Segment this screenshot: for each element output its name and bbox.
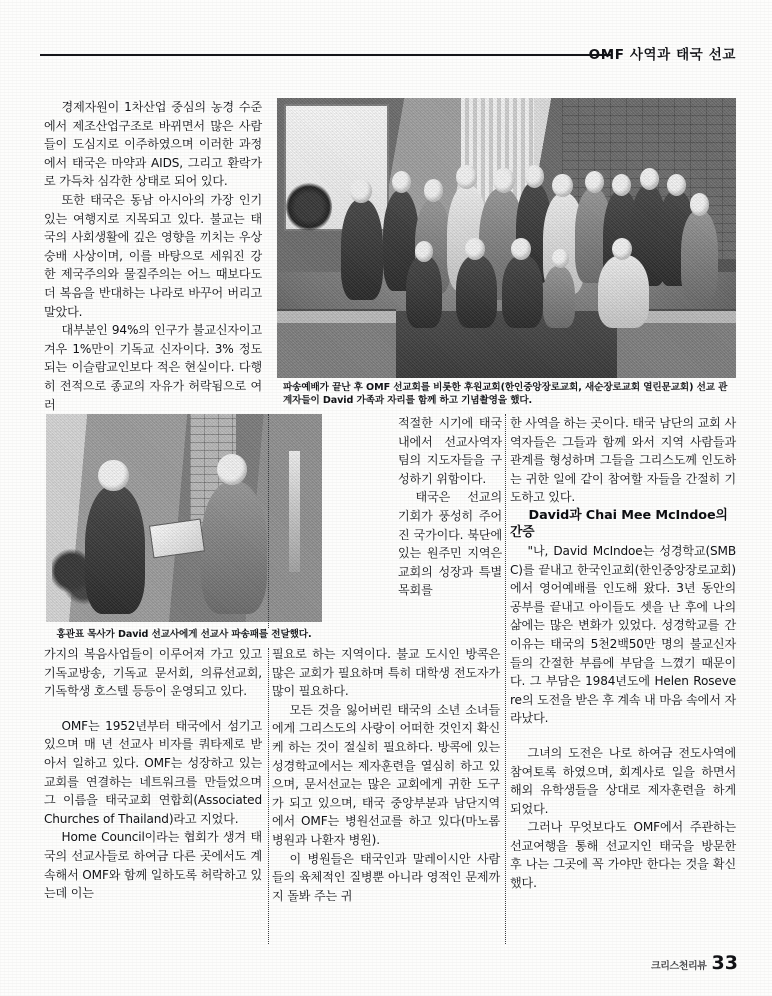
body-column-three bbox=[510, 414, 736, 893]
section-subheading: David과 Chai Mee McIndoe의 간증 bbox=[510, 507, 728, 541]
paragraph: 그녀의 도전은 나로 하여금 전도사역에 참여토록 하였으며, 회계사로 일을 하면서 해외 유학생들을 상대로 제자훈련을 하게 되었다. bbox=[510, 745, 736, 816]
page-footer bbox=[651, 952, 738, 974]
page-number: 33 bbox=[711, 952, 738, 974]
column-divider-rule bbox=[268, 648, 269, 944]
page-header-title: OMF 사역과 태국 선교 bbox=[588, 47, 736, 63]
paragraph: 그러나 무엇보다도 OMF에서 주관하는 선교여행을 통해 선교지인 태국을 방문한 후 나는 그곳에 꼭 가야만 한다는 것을 확신했다. bbox=[510, 820, 736, 891]
paragraph: "나, David McIndoe는 성경학교(SMBC)를 끝내고 한국인교회(한인중앙장로교회)에서 영어예배를 인도해 왔다. 3년 동안의 공부를 끝내고 아이들도 셋을 난 후에 나의 삶에는 많은 변화가 있었다. 성경학교를 간 이유는 태국의 5천2백50만 명의 불교신자들의 간절한 부름에 부담을 느꼈기 때문이다. 그 부담은 1984년도에 Helen Rosevere의 도전을 받은 후 계속 내 마음 속에서 자라났다. bbox=[510, 543, 736, 726]
paragraph: 또한 태국은 동남 아시아의 가장 인기있는 여행지로 지목되고 있다. 불교는 태국의 사회생활에 깊은 영향을 끼치는 우상숭배 사상이며, 이를 바탕으로 세워진 강한 제국주의와 물질주의는 어느 때보다도 더 복음을 반대하는 나라로 바꾸어 버리고 말았다. bbox=[44, 192, 262, 319]
body-column-two-top bbox=[398, 414, 502, 600]
paragraph: 필요로 하는 지역이다. 불교 도시인 방콕은 많은 교회가 필요하며 특히 대학생 전도자가 많이 필요하다. bbox=[272, 647, 500, 699]
plaque-photo-caption: 홍관표 목사가 David 선교사에게 선교사 파송패를 전달했다. bbox=[56, 629, 312, 640]
group-photo-congregation bbox=[277, 98, 736, 378]
body-column-one-bottom bbox=[44, 645, 262, 903]
paragraph: 대부분인 94%의 인구가 불교신자이고 겨우 1%만이 기독교 신자이다. 3% 정도되는 이슬람교인보다 적은 현실이다. 다행히 전적으로 종교의 자유가 허락됨으로 여러 bbox=[44, 323, 262, 412]
paragraph: OMF는 1952년부터 태국에서 섬기고 있으며 매 년 선교사 비자를 쿼타제로 받아서 일하고 있다. OMF는 성장하고 있는 교회를 연결하는 네트워크를 만들었으며 그 이름을 태국교회 연합회(Associated Churches of Thailand)라고 지었다. bbox=[44, 718, 262, 826]
paragraph: 모든 것을 잃어버린 태국의 소년 소녀들에게 그리스도의 사랑이 어떠한 것인지 확신케 하는 것이 절실히 필요하다. 방콕에 있는 성경학교에서는 제자훈련을 열심히 하고 있으며, 문서선교는 많은 교회에게 귀한 도구가 되고 있으며, 태국 중앙부분과 남단지역에서 OMF는 병원선교를 하고 있다(마노롬 병원과 나환자 병원). bbox=[272, 702, 500, 847]
photo-scan-noise bbox=[46, 414, 322, 622]
paragraph: 가지의 복음사업들이 이루어져 가고 있고 기독교방송, 기독교 문서회, 의류선교회, 기독학생 호스텔 등등이 운영되고 있다. bbox=[44, 647, 262, 699]
group-photo-caption: 파송예배가 끝난 후 OMF 선교회를 비롯한 후원교회(한인중앙장로교회, 새순장로교회 열린문교회) 선교 관계자들이 David 가족과 자리를 함께 하고 기념촬영을 했다. bbox=[283, 382, 728, 407]
paragraph: Home Council이라는 협회가 생겨 태국의 선교사들로 하여금 다른 곳에서도 계속해서 OMF와 함께 일하도록 허락하고 있는데 이는 bbox=[44, 830, 262, 901]
magazine-name: 크리스천리뷰 bbox=[650, 961, 707, 972]
paragraph: 적절한 시기에 태국 내에서 선교사역자 팀의 지도자들을 구성하기 위함이다. bbox=[398, 416, 502, 486]
plaque-presentation-photo bbox=[46, 414, 322, 622]
body-column-two-bottom bbox=[272, 645, 500, 905]
paragraph: 태국은 선교의 기회가 풍성히 주어진 국가이다. 북단에 있는 원주민 지역은 교회의 성장과 특별 목회를 bbox=[398, 490, 502, 598]
photo-scan-noise bbox=[277, 98, 736, 378]
body-column-one-top bbox=[44, 98, 262, 414]
paragraph: 이 병원들은 태국인과 말레이시안 사람들의 육체적인 질병뿐 아니라 영적인 문제까지 돌봐 주는 귀 bbox=[272, 851, 500, 903]
paragraph: 한 사역을 하는 곳이다. 태국 남단의 교회 사역자들은 그들과 함께 와서 지역 사람들과 관계를 형성하며 그들을 그리스도께 인도하는 귀한 일에 같이 참여할 자들을 간절히 기도하고 있다. bbox=[510, 416, 736, 505]
paragraph: 경제자원이 1차산업 중심의 농경 수준에서 제조산업구조로 바뀌면서 많은 사람들이 도심지로 이주하였으며 이러한 과정에서 태국은 마약과 AIDS, 그리고 환락가로 가득차 심각한 상태로 되어 있다. bbox=[44, 100, 262, 189]
column-divider-rule bbox=[505, 414, 506, 944]
header-divider-rule bbox=[40, 54, 612, 56]
column-divider-rule bbox=[268, 414, 269, 628]
